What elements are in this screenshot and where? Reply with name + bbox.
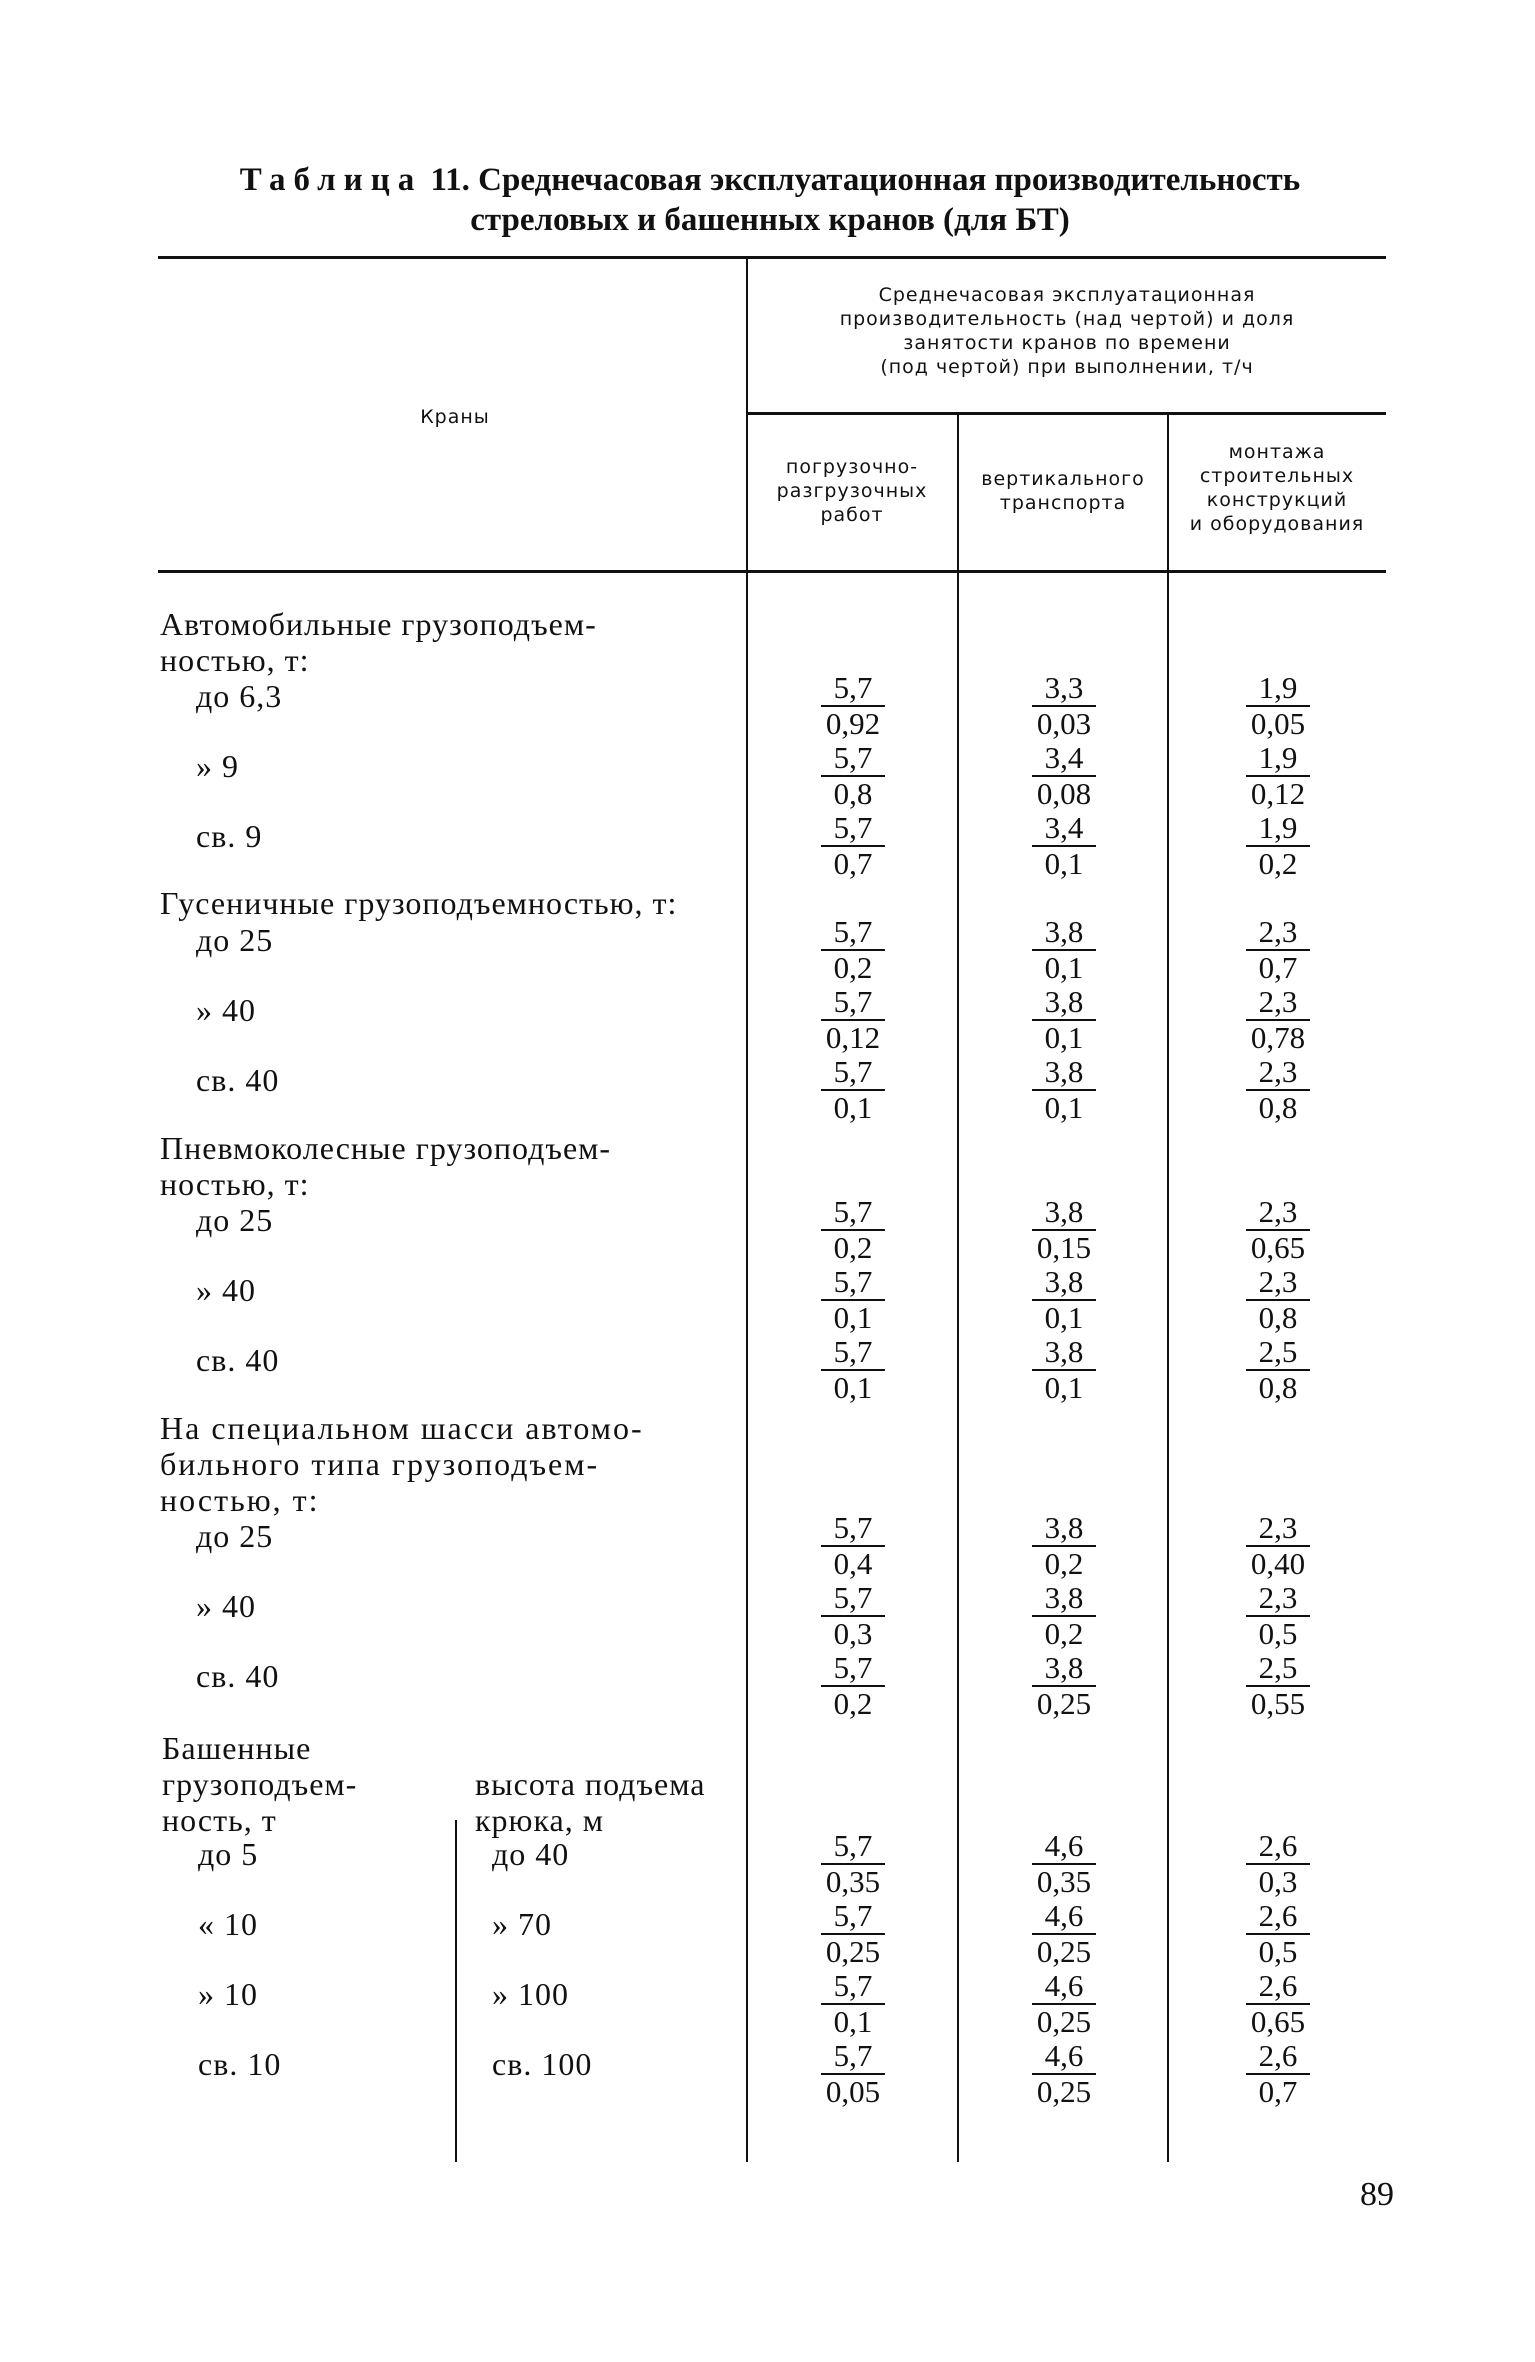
fraction-numerator: 5,7 xyxy=(833,984,873,1019)
cell-loading xyxy=(793,1969,913,2039)
fraction-denominator: 0,92 xyxy=(825,706,881,741)
cell-vertical xyxy=(1004,1969,1124,2039)
fraction-numerator: 2,3 xyxy=(1258,1264,1298,1299)
cell-loading xyxy=(793,741,913,811)
column-divider-3 xyxy=(1167,414,1169,2162)
fraction-denominator: 0,1 xyxy=(1044,950,1084,985)
section-tower-title-left: Башенные грузоподъем- ность, т xyxy=(162,1730,358,1838)
row-label: св. 10 xyxy=(198,2046,282,2082)
cell-vertical xyxy=(1004,2039,1124,2109)
table-top-rule xyxy=(158,256,1386,259)
fraction-numerator: 2,5 xyxy=(1258,1650,1298,1685)
fraction-denominator: 0,2 xyxy=(1044,1616,1084,1651)
fraction-denominator: 0,08 xyxy=(1036,776,1092,811)
fraction-denominator: 0,7 xyxy=(833,846,873,881)
fraction-numerator: 5,7 xyxy=(833,670,873,705)
row-label: до 25 xyxy=(196,922,274,958)
fraction-denominator: 0,8 xyxy=(1258,1370,1298,1405)
cell-mounting xyxy=(1218,1055,1338,1125)
fraction-denominator: 0,65 xyxy=(1250,2004,1306,2039)
fraction-denominator: 0,05 xyxy=(1250,706,1306,741)
fraction-numerator: 3,8 xyxy=(1044,1054,1084,1089)
cell-mounting xyxy=(1218,1195,1338,1265)
fraction-numerator: 2,6 xyxy=(1258,2038,1298,2073)
fraction-denominator: 0,8 xyxy=(833,776,873,811)
row-label-height: » 70 xyxy=(492,1906,552,1942)
column-divider-1 xyxy=(746,256,748,2162)
fraction-denominator: 0,25 xyxy=(1036,2074,1092,2109)
fraction-denominator: 0,12 xyxy=(1250,776,1306,811)
cell-loading xyxy=(793,1265,913,1335)
fraction-numerator: 2,3 xyxy=(1258,1580,1298,1615)
cell-loading xyxy=(793,1829,913,1899)
fraction-denominator: 0,55 xyxy=(1250,1686,1306,1721)
fraction-numerator: 5,7 xyxy=(833,1264,873,1299)
fraction-numerator: 2,6 xyxy=(1258,1898,1298,1933)
header-group-rule xyxy=(748,412,1386,415)
fraction-denominator: 0,7 xyxy=(1258,2074,1298,2109)
header-col-vertical: вертикального транспорта xyxy=(981,468,1145,514)
section-spec-title: На специальном шасси автомо- бильного типа грузоподъем- ностью, т: xyxy=(160,1410,644,1518)
fraction-numerator: 1,9 xyxy=(1258,740,1298,775)
header-cranes: Краны xyxy=(420,406,490,428)
fraction-denominator: 0,25 xyxy=(1036,2004,1092,2039)
fraction-denominator: 0,1 xyxy=(833,1300,873,1335)
fraction-denominator: 0,35 xyxy=(1036,1864,1092,1899)
fraction-denominator: 0,8 xyxy=(1258,1300,1298,1335)
fraction-numerator: 5,7 xyxy=(833,1194,873,1229)
fraction-denominator: 0,5 xyxy=(1258,1616,1298,1651)
section-pneu-title: Пневмоколесные грузоподъем- ностью, т: xyxy=(160,1130,612,1202)
fraction-numerator: 5,7 xyxy=(833,1650,873,1685)
cell-mounting xyxy=(1218,1829,1338,1899)
header-bottom-rule xyxy=(158,570,1386,573)
fraction-denominator: 0,7 xyxy=(1258,950,1298,985)
fraction-denominator: 0,2 xyxy=(1044,1546,1084,1581)
cell-vertical xyxy=(1004,1055,1124,1125)
row-label: до 5 xyxy=(198,1836,259,1872)
fraction-numerator: 5,7 xyxy=(833,914,873,949)
fraction-numerator: 4,6 xyxy=(1044,2038,1084,2073)
cell-loading xyxy=(793,2039,913,2109)
cell-loading xyxy=(793,1511,913,1581)
cell-loading xyxy=(793,1195,913,1265)
cell-vertical xyxy=(1004,985,1124,1055)
fraction-numerator: 5,7 xyxy=(833,1334,873,1369)
fraction-numerator: 5,7 xyxy=(833,1580,873,1615)
fraction-numerator: 3,8 xyxy=(1044,1510,1084,1545)
cell-mounting xyxy=(1218,1335,1338,1405)
fraction-denominator: 0,1 xyxy=(1044,1300,1084,1335)
fraction-numerator: 4,6 xyxy=(1044,1898,1084,1933)
cell-vertical xyxy=(1004,915,1124,985)
row-label: св. 40 xyxy=(196,1658,280,1694)
cell-mounting xyxy=(1218,1651,1338,1721)
cell-loading xyxy=(793,985,913,1055)
cell-vertical xyxy=(1004,1581,1124,1651)
fraction-numerator: 2,3 xyxy=(1258,914,1298,949)
fraction-denominator: 0,1 xyxy=(1044,1090,1084,1125)
row-label: до 6,3 xyxy=(196,678,283,714)
fraction-denominator: 0,1 xyxy=(833,2004,873,2039)
cell-loading xyxy=(793,1899,913,1969)
fraction-denominator: 0,5 xyxy=(1258,1934,1298,1969)
fraction-denominator: 0,25 xyxy=(1036,1686,1092,1721)
cell-mounting xyxy=(1218,1511,1338,1581)
cell-loading xyxy=(793,1055,913,1125)
fraction-denominator: 0,25 xyxy=(1036,1934,1092,1969)
cell-mounting xyxy=(1218,1899,1338,1969)
fraction-numerator: 3,8 xyxy=(1044,1264,1084,1299)
fraction-denominator: 0,25 xyxy=(825,1934,881,1969)
fraction-denominator: 0,40 xyxy=(1250,1546,1306,1581)
cell-mounting xyxy=(1218,671,1338,741)
fraction-denominator: 0,65 xyxy=(1250,1230,1306,1265)
cell-mounting xyxy=(1218,1969,1338,2039)
fraction-numerator: 3,8 xyxy=(1044,984,1084,1019)
header-col-loading: погрузочно- разгрузочных работ xyxy=(776,456,928,526)
fraction-numerator: 5,7 xyxy=(833,2038,873,2073)
cell-loading xyxy=(793,811,913,881)
row-label: » 40 xyxy=(196,1588,256,1624)
cell-vertical xyxy=(1004,1265,1124,1335)
section-auto-title: Автомобильные грузоподъем- ностью, т: xyxy=(160,606,597,678)
cell-mounting xyxy=(1218,915,1338,985)
fraction-denominator: 0,12 xyxy=(825,1020,881,1055)
fraction-numerator: 3,8 xyxy=(1044,1580,1084,1615)
fraction-numerator: 3,8 xyxy=(1044,1194,1084,1229)
fraction-numerator: 3,8 xyxy=(1044,1650,1084,1685)
fraction-denominator: 0,05 xyxy=(825,2074,881,2109)
row-label: « 10 xyxy=(198,1906,258,1942)
fraction-numerator: 5,7 xyxy=(833,1510,873,1545)
fraction-numerator: 2,5 xyxy=(1258,1334,1298,1369)
fraction-numerator: 4,6 xyxy=(1044,1968,1084,2003)
fraction-denominator: 0,1 xyxy=(833,1370,873,1405)
fraction-denominator: 0,1 xyxy=(1044,846,1084,881)
fraction-denominator: 0,1 xyxy=(1044,1370,1084,1405)
fraction-numerator: 2,3 xyxy=(1258,1510,1298,1545)
fraction-denominator: 0,35 xyxy=(825,1864,881,1899)
cell-vertical xyxy=(1004,1829,1124,1899)
title-line-2: стреловых и башенных кранов (для БТ) xyxy=(470,202,1070,238)
fraction-numerator: 4,6 xyxy=(1044,1828,1084,1863)
cell-loading xyxy=(793,1335,913,1405)
header-col-mounting: монтажа строительных конструкций и оборудования xyxy=(1189,441,1365,535)
fraction-numerator: 1,9 xyxy=(1258,670,1298,705)
fraction-numerator: 3,8 xyxy=(1044,1334,1084,1369)
row-label-height: св. 100 xyxy=(492,2046,593,2082)
fraction-denominator: 0,1 xyxy=(1044,1020,1084,1055)
fraction-denominator: 0,3 xyxy=(1258,1864,1298,1899)
fraction-numerator: 3,4 xyxy=(1044,740,1084,775)
cell-vertical xyxy=(1004,811,1124,881)
fraction-denominator: 0,8 xyxy=(1258,1090,1298,1125)
tower-subcolumn-divider xyxy=(455,1820,457,2162)
cell-loading xyxy=(793,1581,913,1651)
fraction-numerator: 3,4 xyxy=(1044,810,1084,845)
title-label: Таблица xyxy=(239,162,423,198)
fraction-denominator: 0,2 xyxy=(833,1230,873,1265)
section-tower-title-right: высота подъема крюка, м xyxy=(475,1766,706,1838)
section-track-title: Гусеничные грузоподъемностью, т: xyxy=(160,885,678,921)
fraction-numerator: 3,8 xyxy=(1044,914,1084,949)
cell-vertical xyxy=(1004,1195,1124,1265)
fraction-denominator: 0,2 xyxy=(1258,846,1298,881)
cell-mounting xyxy=(1218,985,1338,1055)
column-divider-2 xyxy=(957,414,959,2162)
row-label: св. 40 xyxy=(196,1342,280,1378)
fraction-denominator: 0,3 xyxy=(833,1616,873,1651)
fraction-denominator: 0,4 xyxy=(833,1546,873,1581)
cell-mounting xyxy=(1218,2039,1338,2109)
fraction-numerator: 5,7 xyxy=(833,740,873,775)
fraction-numerator: 2,3 xyxy=(1258,984,1298,1019)
fraction-numerator: 5,7 xyxy=(833,1828,873,1863)
cell-mounting xyxy=(1218,1265,1338,1335)
row-label: » 10 xyxy=(198,1976,258,2012)
row-label: до 25 xyxy=(196,1202,274,1238)
cell-vertical xyxy=(1004,1511,1124,1581)
title-line-1 xyxy=(150,160,1390,200)
fraction-numerator: 3,3 xyxy=(1044,670,1084,705)
table-title xyxy=(150,160,1390,240)
row-label: » 40 xyxy=(196,992,256,1028)
fraction-numerator: 1,9 xyxy=(1258,810,1298,845)
fraction-numerator: 2,6 xyxy=(1258,1828,1298,1863)
fraction-numerator: 5,7 xyxy=(833,1968,873,2003)
cell-mounting xyxy=(1218,741,1338,811)
fraction-numerator: 5,7 xyxy=(833,810,873,845)
fraction-numerator: 2,3 xyxy=(1258,1054,1298,1089)
row-label: св. 9 xyxy=(196,818,263,854)
fraction-denominator: 0,2 xyxy=(833,1686,873,1721)
row-label: до 25 xyxy=(196,1518,274,1554)
page-number: 89 xyxy=(1360,2176,1394,2213)
header-group: Среднечасовая эксплуатационная производительность (над чертой) и доля занятости кранов по времени (под чертой) при выполнении, т/ч xyxy=(839,284,1295,378)
cell-mounting xyxy=(1218,811,1338,881)
fraction-denominator: 0,15 xyxy=(1036,1230,1092,1265)
cell-loading xyxy=(793,1651,913,1721)
fraction-numerator: 2,6 xyxy=(1258,1968,1298,2003)
fraction-denominator: 0,2 xyxy=(833,950,873,985)
fraction-numerator: 5,7 xyxy=(833,1054,873,1089)
title-number-text: 11. Среднечасовая эксплуатационная производительность xyxy=(430,162,1301,198)
fraction-numerator: 5,7 xyxy=(833,1898,873,1933)
cell-vertical xyxy=(1004,1335,1124,1405)
fraction-numerator: 2,3 xyxy=(1258,1194,1298,1229)
row-label-height: до 40 xyxy=(492,1836,570,1872)
cell-vertical xyxy=(1004,1651,1124,1721)
cell-vertical xyxy=(1004,741,1124,811)
fraction-denominator: 0,03 xyxy=(1036,706,1092,741)
row-label: св. 40 xyxy=(196,1062,280,1098)
row-label: » 9 xyxy=(196,748,239,784)
fraction-denominator: 0,78 xyxy=(1250,1020,1306,1055)
cell-vertical xyxy=(1004,671,1124,741)
cell-loading xyxy=(793,915,913,985)
cell-vertical xyxy=(1004,1899,1124,1969)
fraction-denominator: 0,1 xyxy=(833,1090,873,1125)
cell-loading xyxy=(793,671,913,741)
row-label-height: » 100 xyxy=(492,1976,569,2012)
cell-mounting xyxy=(1218,1581,1338,1651)
row-label: » 40 xyxy=(196,1272,256,1308)
